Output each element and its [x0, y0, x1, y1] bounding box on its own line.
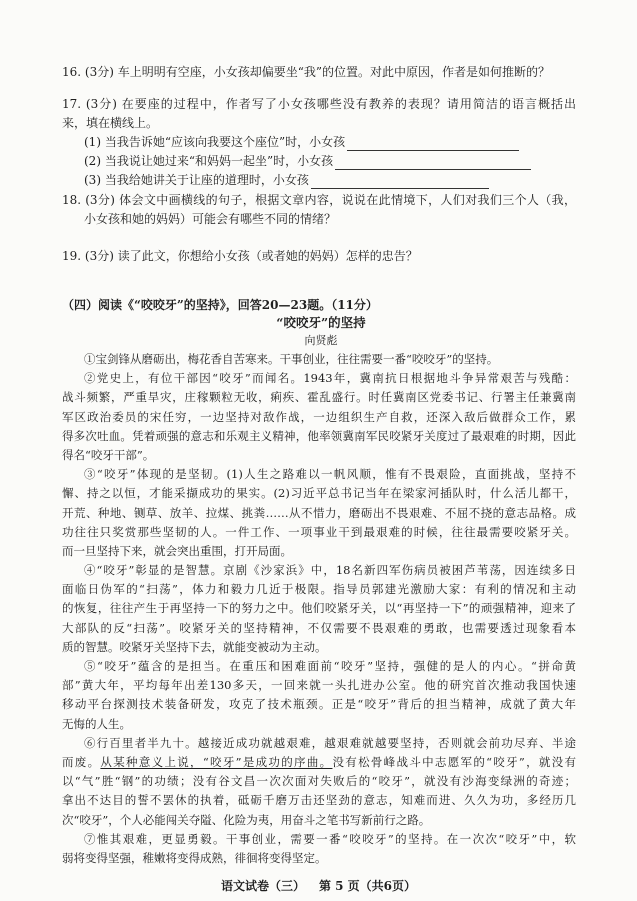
question-17-line: 来，填在横线上。 [62, 116, 159, 130]
question-17-item-3 [84, 171, 489, 189]
article-text: 没有松骨峰战斗中志愿军的“咬牙”，就没有 [332, 754, 577, 769]
article-line: ⑤“咬牙”蕴含的是担当。在重压和困难面前“咬牙”坚持，强健的是人的内心。“拼命黄 [84, 659, 576, 673]
article-line: 拿出不达目的誓不罢休的执着，砥砺千磨万击还坚劲的意志，知难而进、久久为功，多经历几 [62, 793, 576, 808]
question-17-item-text: (3) 当我给她讲关于让座的道理时，小女孩 [84, 173, 309, 187]
article-line: 而一旦坚持下来，就会突出重围，打开局面。 [62, 543, 292, 558]
question-17-item-text: (2) 当我说让她过来“和妈妈一起坐”时，小女孩 [84, 154, 334, 168]
article-line: 质的智慧。咬紧牙关坚持下去，就能变被动为主动。 [62, 639, 327, 654]
article-line: 移动平台探测技术装备研发，攻克了技术瓶颈。正是“咬牙”背后的担当精神，成就了黄大年 [62, 697, 576, 712]
article-line: 部”黄大年，平均每年出差130多天，一回来就一头扎进办公室。他的研究首次推动我国快速 [62, 678, 576, 693]
article-author: 向贤彪 [304, 334, 338, 347]
article-line: 面临日伪军的“扫荡”，体力和毅力几近于极限。指导员郭建光激励大家：有利的情况和主动 [62, 582, 576, 597]
article-line: ④“咬牙”彰显的是智慧。京剧《沙家浜》中，18名新四军伤病员被困芦苇荡，因连续多日 [84, 563, 576, 578]
underlined-sentence: 从某种意义上说，“咬牙”是成功的序曲。 [100, 754, 333, 769]
article-line: 次“咬牙”，个人必能闯关夺隘、化险为夷，用奋斗之笔书写新前行之路。 [62, 812, 431, 827]
article-line: 的恢复，往往产生于再坚持一下的努力之中。他们咬紧牙关，以“再坚持一下”的顽强精神，迎来了 [62, 601, 576, 616]
article-line: 大部队的反“扫荡”。咬紧牙关的坚持精神，不仅需要不畏艰难的勇敢，也需要透过现象看本 [62, 620, 576, 635]
article-title: “咬咬牙”的坚持 [276, 315, 366, 330]
article-line: ⑥行百里者半九十。越接近成功就越艰难，越艰难就越要坚持，否则就会前功尽弃、半途 [84, 735, 576, 750]
question-16: 16. (3分) 车上明明有空座，小女孩却偏要坐“我”的位置。对此中原因，作者是如何推断的？ [62, 65, 550, 79]
page-footer [0, 877, 637, 895]
article-line: ③“咬牙”体现的是坚韧。(1)人生之路难以一帆风顺，惟有不畏艰险，直面挑战，坚持不 [84, 467, 576, 482]
article-line: 战斗频繁，严重旱灾，庄稼颗粒无收，痢疾、霍乱盛行。时任冀南区党委书记、行署主任兼冀南 [62, 390, 576, 405]
paper-name: 语文试卷（三） [220, 879, 305, 893]
article-line [62, 753, 576, 772]
question-18-line: 小女孩和她的妈妈）可能会有哪些不同的情绪？ [84, 212, 337, 226]
article-body [62, 350, 576, 868]
article-line: 功往往只奖赏那些坚韧的人。一件工作、一项事业干到最艰难的时候，往往最需要咬紧牙关。 [62, 524, 576, 539]
question-19: 19. (3分) 读了此文，你想给小女孩（或者她的妈妈）怎样的忠告？ [62, 249, 418, 263]
question-18-line: 18. (3分) 体会文中画横线的句子，根据文章内容，说说在此情境下，人们对我们三个人（我， [62, 193, 576, 207]
page-number: 第 5 页（共6页） [318, 879, 417, 893]
article-line: ①宝剑锋从磨砺出，梅花香自苦寒来。干事创业，往往需要一番“咬咬牙”的坚持。 [84, 352, 499, 366]
section-header: （四）阅读《“咬咬牙”的坚持》，回答20—23题。（11分） [62, 298, 378, 312]
article-line: ②党史上，有位干部因“咬牙”而闻名。1943年，冀南抗日根据地斗争异常艰苦与残酷： [84, 371, 576, 386]
article-line: 无悔的人生。 [62, 716, 131, 731]
answer-blank [335, 155, 531, 170]
article-line: 弱将变得坚强，稚嫩将变得成熟，徘徊将变得坚定。 [62, 850, 327, 865]
article-line: 得名“咬牙干部”。 [62, 447, 155, 462]
question-17-item-1 [84, 133, 519, 151]
answer-blank [311, 174, 489, 189]
article-text: 而废。 [62, 754, 101, 769]
article-line: 懈、持之以恒，才能采撷成功的果实。(2)习近平总书记当年在梁家河插队时，什么活儿都干， [62, 486, 576, 501]
article-line: 以“气”胜“钢”的功绩；没有谷文昌一次次面对失败后的“咬牙”，就没有沙海变绿洲的奇迹； [62, 774, 576, 789]
answer-blank [347, 136, 519, 151]
question-17-item-2 [84, 152, 531, 170]
article-line: 军区政治委员的宋任穷，一边坚持对敌作战，一边组织生产自救，还深入敌后做群众工作，累 [62, 409, 576, 424]
article-line: 开荒、种地、铡草、放羊、拉煤、挑粪……从不惜力，磨砺出不畏艰难、不屈不挠的意志品格。成 [62, 505, 576, 520]
article-line: ⑦惟其艰难，更显勇毅。干事创业，需要一番“咬咬牙”的坚持。在一次次“咬牙”中，软 [84, 831, 576, 846]
article-line: 得多次吐血。凭着顽强的意志和乐观主义精神，他率领冀南军民咬紧牙关度过了最艰难的时期，因此 [62, 428, 576, 443]
question-17-item-text: (1) 当我告诉她“应该向我要这个座位”时，小女孩 [84, 135, 346, 149]
question-17-line: 17. (3分) 在要座的过程中，作者写了小女孩哪些没有教养的表现？请用简洁的语言概括出 [62, 97, 576, 111]
